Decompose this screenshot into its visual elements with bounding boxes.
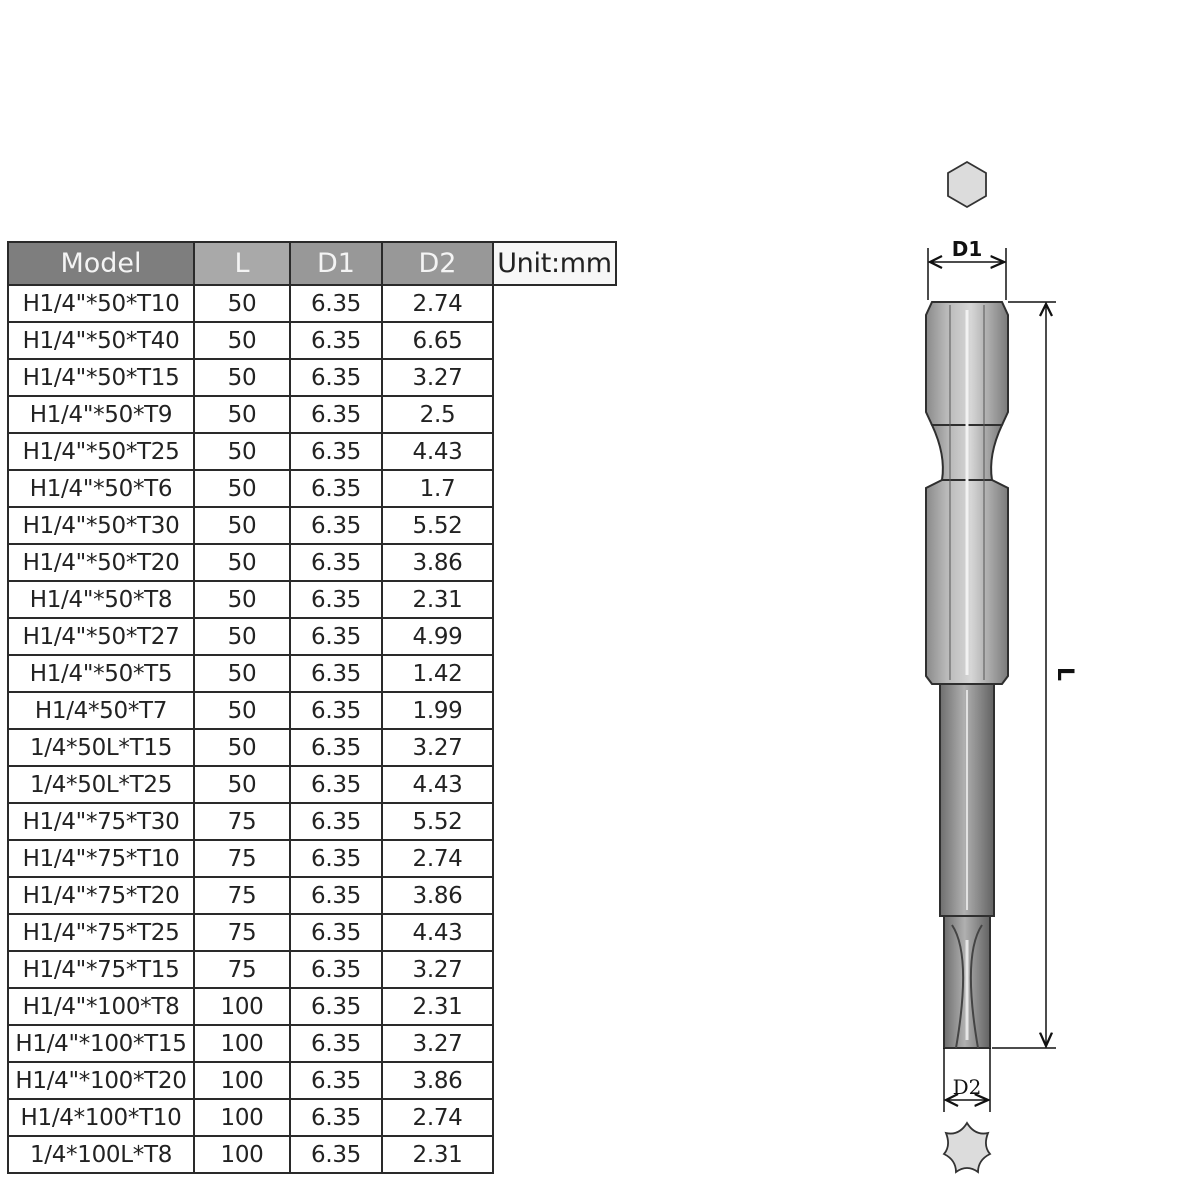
table-row [8, 692, 616, 729]
cell-model: H1/4*100*T10 [8, 1099, 194, 1136]
cell-d1: 6.35 [290, 840, 382, 877]
cell-l: 50 [194, 285, 290, 322]
cell-d2: 2.74 [382, 285, 493, 322]
unit-label: Unit:mm [493, 242, 616, 285]
table-row [8, 470, 616, 507]
cell-l: 50 [194, 322, 290, 359]
cell-d1: 6.35 [290, 359, 382, 396]
cell-d2: 3.27 [382, 359, 493, 396]
header-l: L [194, 242, 290, 285]
table-row [8, 396, 616, 433]
table-row [8, 1025, 616, 1062]
table-row [8, 877, 616, 914]
header-d1: D1 [290, 242, 382, 285]
cell-d2: 3.27 [382, 729, 493, 766]
cell-model: 1/4*50L*T15 [8, 729, 194, 766]
cell-model: H1/4"*75*T20 [8, 877, 194, 914]
cell-d1: 6.35 [290, 988, 382, 1025]
table-row [8, 581, 616, 618]
table-row [8, 433, 616, 470]
hexagon-icon [948, 162, 986, 207]
cell-model: H1/4"*50*T6 [8, 470, 194, 507]
cell-model: H1/4"*50*T20 [8, 544, 194, 581]
cell-l: 50 [194, 655, 290, 692]
table-row [8, 655, 616, 692]
cell-model: H1/4"*75*T15 [8, 951, 194, 988]
table-row [8, 766, 616, 803]
l-label: L [1052, 666, 1077, 682]
cell-d2: 6.65 [382, 322, 493, 359]
cell-l: 100 [194, 1099, 290, 1136]
cell-d2: 2.31 [382, 988, 493, 1025]
cell-model: H1/4"*50*T40 [8, 322, 194, 359]
d2-label: D2 [952, 1075, 982, 1099]
cell-d1: 6.35 [290, 544, 382, 581]
d1-label: D1 [951, 237, 983, 261]
cell-l: 50 [194, 396, 290, 433]
cell-d2: 3.86 [382, 877, 493, 914]
cell-d1: 6.35 [290, 396, 382, 433]
cell-model: H1/4"*50*T9 [8, 396, 194, 433]
table-row [8, 359, 616, 396]
cell-d2: 2.74 [382, 1099, 493, 1136]
cell-l: 50 [194, 581, 290, 618]
cell-model: 1/4*50L*T25 [8, 766, 194, 803]
cell-l: 75 [194, 951, 290, 988]
cell-l: 75 [194, 877, 290, 914]
cell-model: H1/4"*50*T5 [8, 655, 194, 692]
cell-d1: 6.35 [290, 470, 382, 507]
cell-d1: 6.35 [290, 766, 382, 803]
cell-l: 50 [194, 692, 290, 729]
table-row [8, 285, 616, 322]
cell-l: 75 [194, 803, 290, 840]
cell-l: 50 [194, 470, 290, 507]
cell-d2: 3.27 [382, 1025, 493, 1062]
torx-star-icon [944, 1123, 990, 1172]
cell-l: 100 [194, 1062, 290, 1099]
table-row [8, 1136, 616, 1173]
cell-d2: 2.31 [382, 581, 493, 618]
cell-l: 100 [194, 1025, 290, 1062]
table-row [8, 914, 616, 951]
cell-model: H1/4"*100*T8 [8, 988, 194, 1025]
cell-d1: 6.35 [290, 655, 382, 692]
cell-d2: 2.5 [382, 396, 493, 433]
cell-d2: 4.43 [382, 766, 493, 803]
cell-d1: 6.35 [290, 1136, 382, 1173]
cell-d2: 5.52 [382, 507, 493, 544]
cell-d1: 6.35 [290, 285, 382, 322]
table-row [8, 988, 616, 1025]
cell-d1: 6.35 [290, 507, 382, 544]
cell-l: 75 [194, 840, 290, 877]
cell-d2: 5.52 [382, 803, 493, 840]
table-row [8, 322, 616, 359]
cell-l: 100 [194, 988, 290, 1025]
cell-model: 1/4*100L*T8 [8, 1136, 194, 1173]
cell-d2: 4.43 [382, 433, 493, 470]
cell-l: 100 [194, 1136, 290, 1173]
cell-d2: 2.31 [382, 1136, 493, 1173]
table-row [8, 544, 616, 581]
cell-d1: 6.35 [290, 729, 382, 766]
cell-d1: 6.35 [290, 692, 382, 729]
cell-model: H1/4"*50*T25 [8, 433, 194, 470]
cell-d1: 6.35 [290, 803, 382, 840]
cell-d1: 6.35 [290, 1025, 382, 1062]
table-row [8, 618, 616, 655]
bit-drawing [880, 150, 1080, 1180]
table-row [8, 803, 616, 840]
cell-model: H1/4*50*T7 [8, 692, 194, 729]
cell-l: 75 [194, 914, 290, 951]
cell-d2: 4.43 [382, 914, 493, 951]
cell-l: 50 [194, 729, 290, 766]
cell-l: 50 [194, 507, 290, 544]
cell-d1: 6.35 [290, 1062, 382, 1099]
cell-model: H1/4"*75*T10 [8, 840, 194, 877]
table-row [8, 507, 616, 544]
cell-d2: 3.27 [382, 951, 493, 988]
cell-d2: 1.42 [382, 655, 493, 692]
cell-d2: 3.86 [382, 544, 493, 581]
cell-model: H1/4"*75*T30 [8, 803, 194, 840]
cell-d1: 6.35 [290, 618, 382, 655]
cell-d2: 1.99 [382, 692, 493, 729]
cell-d1: 6.35 [290, 433, 382, 470]
cell-model: H1/4"*75*T25 [8, 914, 194, 951]
header-d2: D2 [382, 242, 493, 285]
cell-l: 50 [194, 618, 290, 655]
cell-l: 50 [194, 359, 290, 396]
table-row [8, 1062, 616, 1099]
cell-l: 50 [194, 433, 290, 470]
cell-model: H1/4"*50*T8 [8, 581, 194, 618]
cell-model: H1/4"*100*T20 [8, 1062, 194, 1099]
cell-d2: 2.74 [382, 840, 493, 877]
cell-d1: 6.35 [290, 877, 382, 914]
cell-l: 50 [194, 544, 290, 581]
cell-d1: 6.35 [290, 914, 382, 951]
spec-table [7, 241, 617, 1174]
cell-d1: 6.35 [290, 951, 382, 988]
cell-d1: 6.35 [290, 322, 382, 359]
cell-d2: 3.86 [382, 1062, 493, 1099]
header-model: Model [8, 242, 194, 285]
table-row [8, 951, 616, 988]
cell-model: H1/4"*100*T15 [8, 1025, 194, 1062]
table-row [8, 1099, 616, 1136]
cell-d2: 4.99 [382, 618, 493, 655]
table-row [8, 840, 616, 877]
table-body [8, 285, 616, 1173]
table-row [8, 729, 616, 766]
cell-model: H1/4"*50*T27 [8, 618, 194, 655]
cell-d1: 6.35 [290, 581, 382, 618]
cell-model: H1/4"*50*T15 [8, 359, 194, 396]
header-row [8, 242, 616, 285]
cell-model: H1/4"*50*T10 [8, 285, 194, 322]
cell-model: H1/4"*50*T30 [8, 507, 194, 544]
cell-d1: 6.35 [290, 1099, 382, 1136]
cell-l: 50 [194, 766, 290, 803]
cell-d2: 1.7 [382, 470, 493, 507]
